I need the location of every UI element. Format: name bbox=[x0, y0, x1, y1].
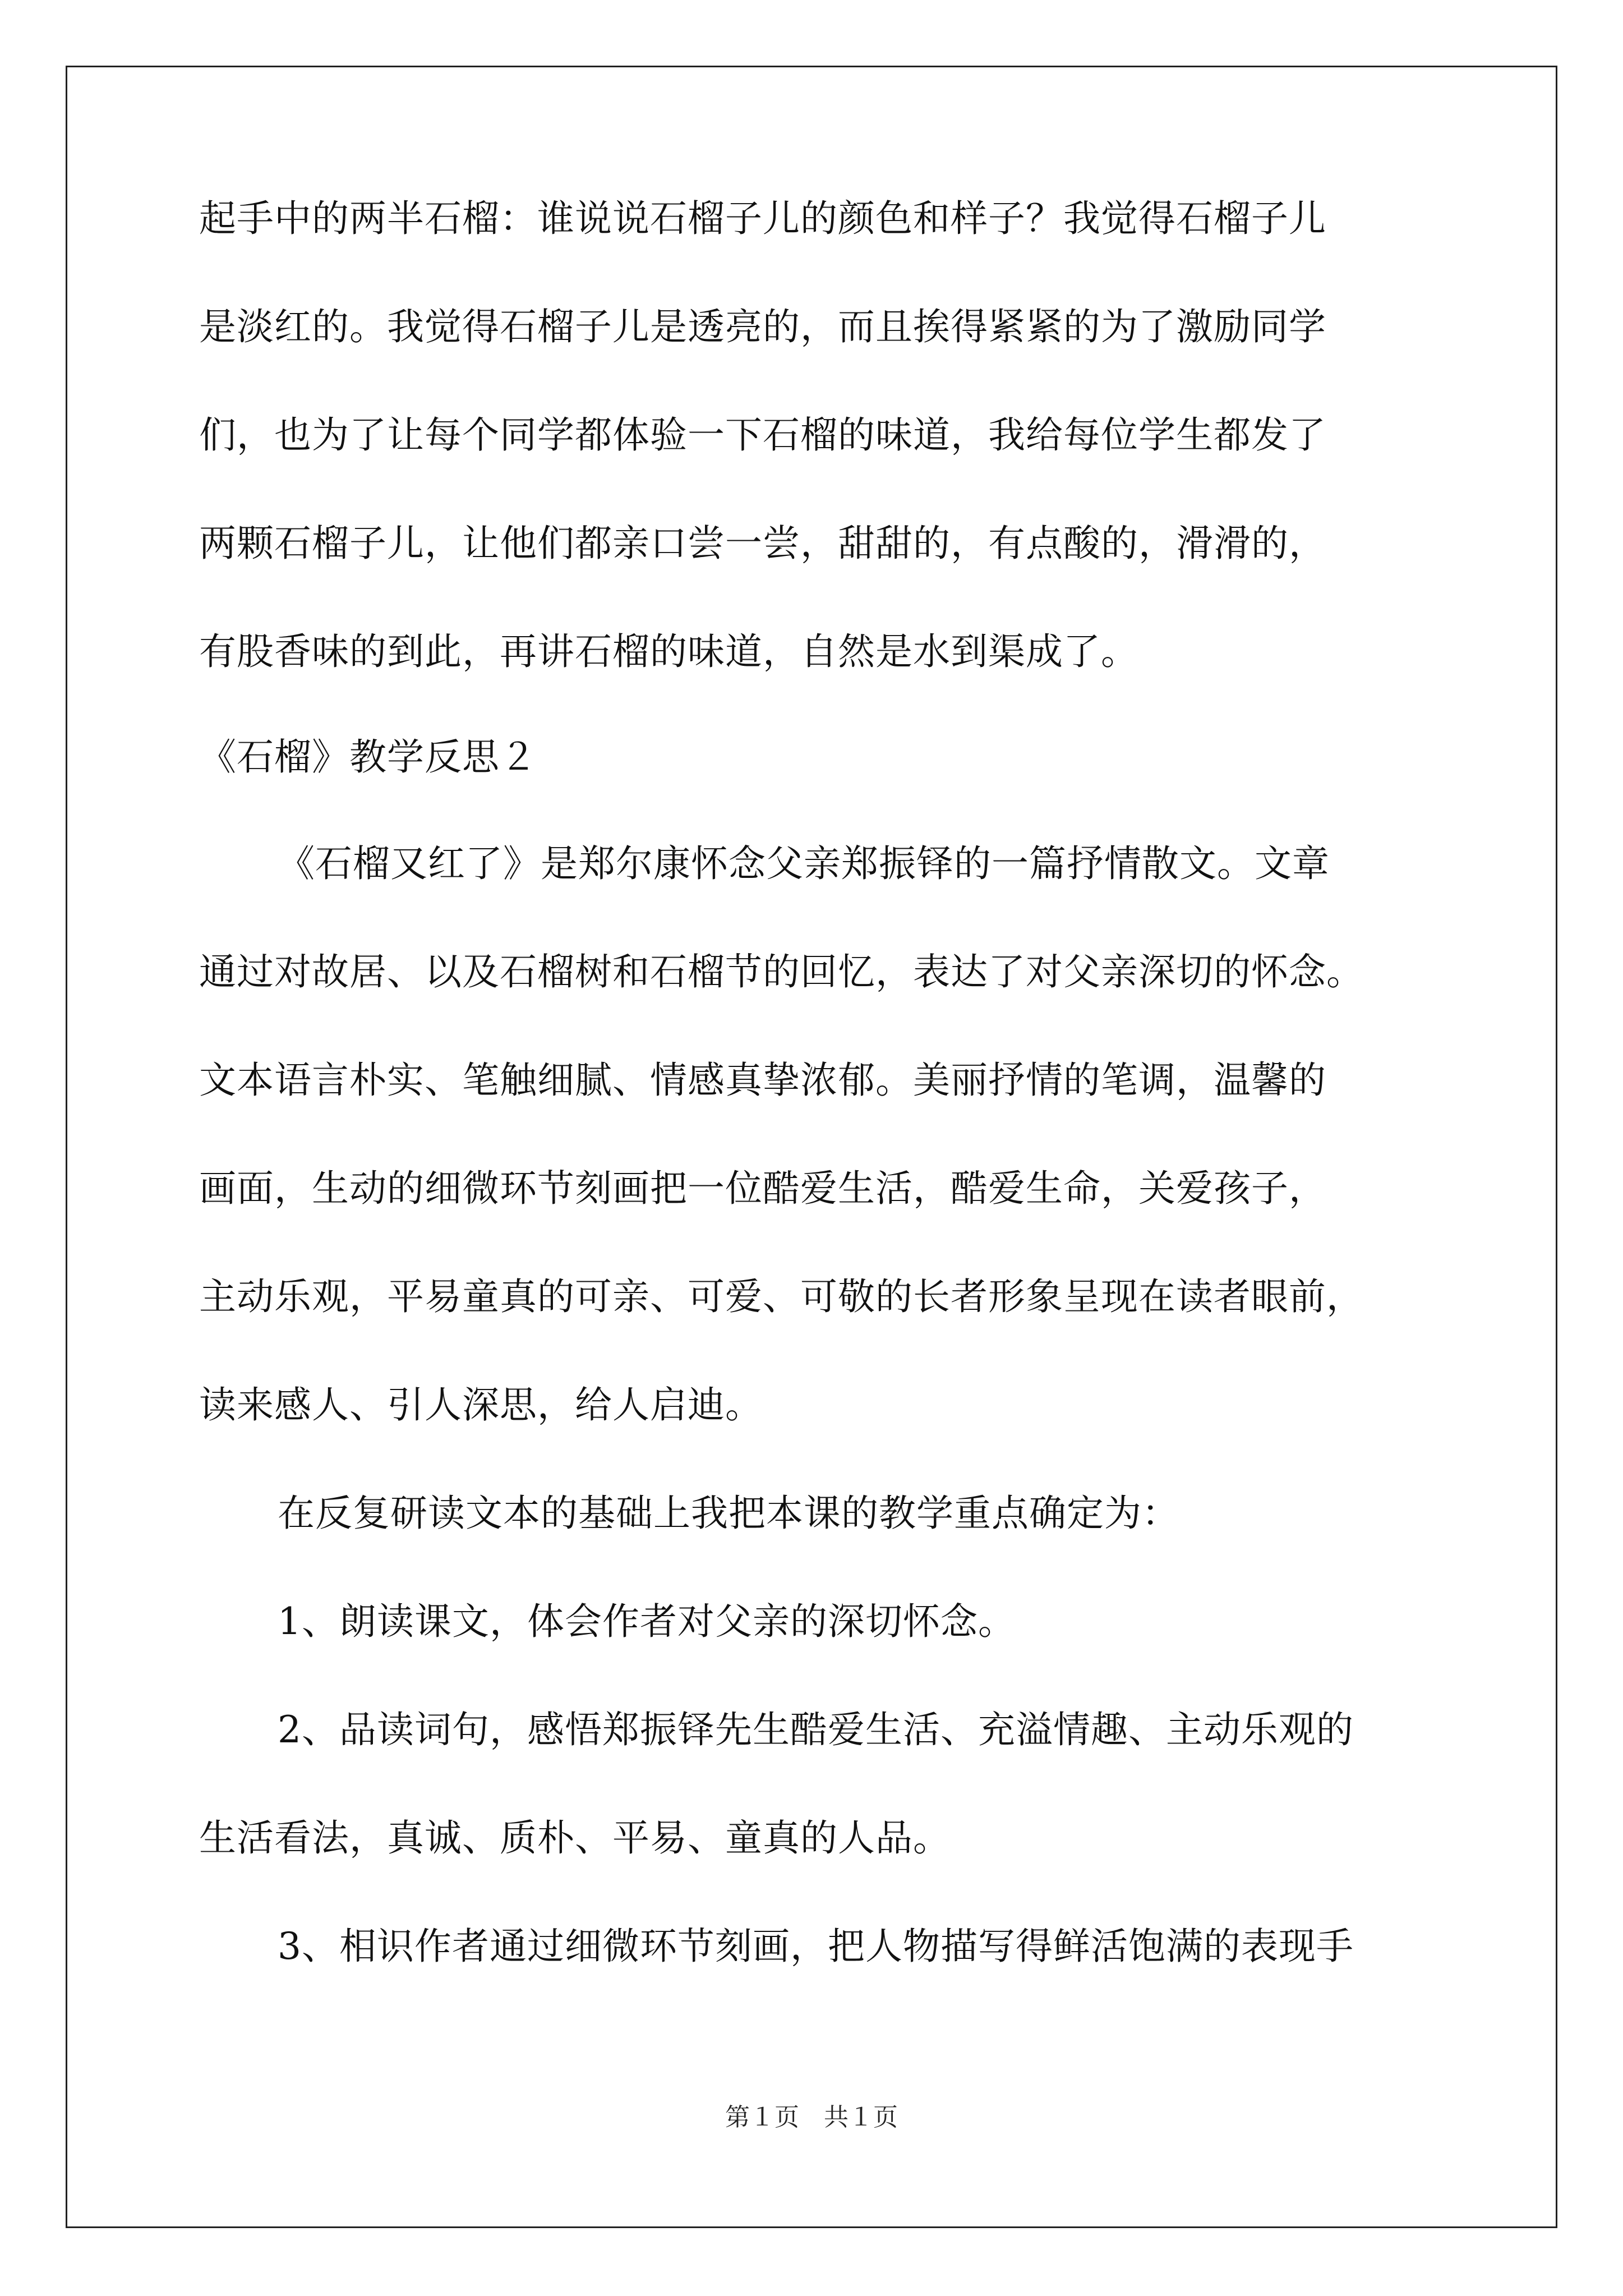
paragraph-line: 有股香味的到此，再讲石榴的味道，自然是水到渠成了。 bbox=[199, 630, 1138, 673]
list-item: 3、相识作者通过细微环节刻画，把人物描写得鲜活饱满的表现手 bbox=[278, 1925, 1354, 1968]
section-heading: 《石榴》教学反思２ bbox=[199, 735, 537, 779]
page-number: 第１页 共１页 bbox=[725, 2103, 898, 2132]
paragraph-line: 在反复研读文本的基础上我把本课的教学重点确定为： bbox=[278, 1492, 1179, 1535]
list-item: 2、品读词句，感悟郑振铎先生酷爱生活、充溢情趣、主动乐观的 bbox=[278, 1708, 1354, 1751]
paragraph-line: 通过对故居、以及石榴树和石榴节的回忆，表达了对父亲深切的怀念。 bbox=[199, 950, 1364, 993]
page-border bbox=[66, 66, 1557, 2228]
paragraph-line: 主动乐观，平易童真的可亲、可爱、可敬的长者形象呈现在读者眼前， bbox=[199, 1275, 1364, 1318]
paragraph-line: 画面，生动的细微环节刻画把一位酷爱生活，酷爱生命，关爱孩子， bbox=[199, 1167, 1326, 1210]
paragraph-line: 生活看法，真诚、质朴、平易、童真的人品。 bbox=[199, 1816, 951, 1860]
paragraph-line: 是淡红的。我觉得石榴子儿是透亮的，而且挨得紧紧的为了激励同学 bbox=[199, 305, 1326, 348]
paragraph-line: 两颗石榴子儿，让他们都亲口尝一尝，甜甜的，有点酸的，滑滑的， bbox=[199, 522, 1326, 565]
paragraph-line: 文本语言朴实、笔触细腻、情感真挚浓郁。美丽抒情的笔调，温馨的 bbox=[199, 1059, 1326, 1102]
list-item: 1、朗读课文，体会作者对父亲的深切怀念。 bbox=[278, 1600, 1016, 1643]
paragraph-line: 读来感人、引人深思，给人启迪。 bbox=[199, 1383, 763, 1427]
paragraph-line: 《石榴又红了》是郑尔康怀念父亲郑振铎的一篇抒情散文。文章 bbox=[278, 842, 1330, 885]
paragraph-line: 们，也为了让每个同学都体验一下石榴的味道，我给每位学生都发了 bbox=[199, 413, 1326, 457]
paragraph-line: 起手中的两半石榴：谁说说石榴子儿的颜色和样子？我觉得石榴子儿 bbox=[199, 197, 1326, 240]
